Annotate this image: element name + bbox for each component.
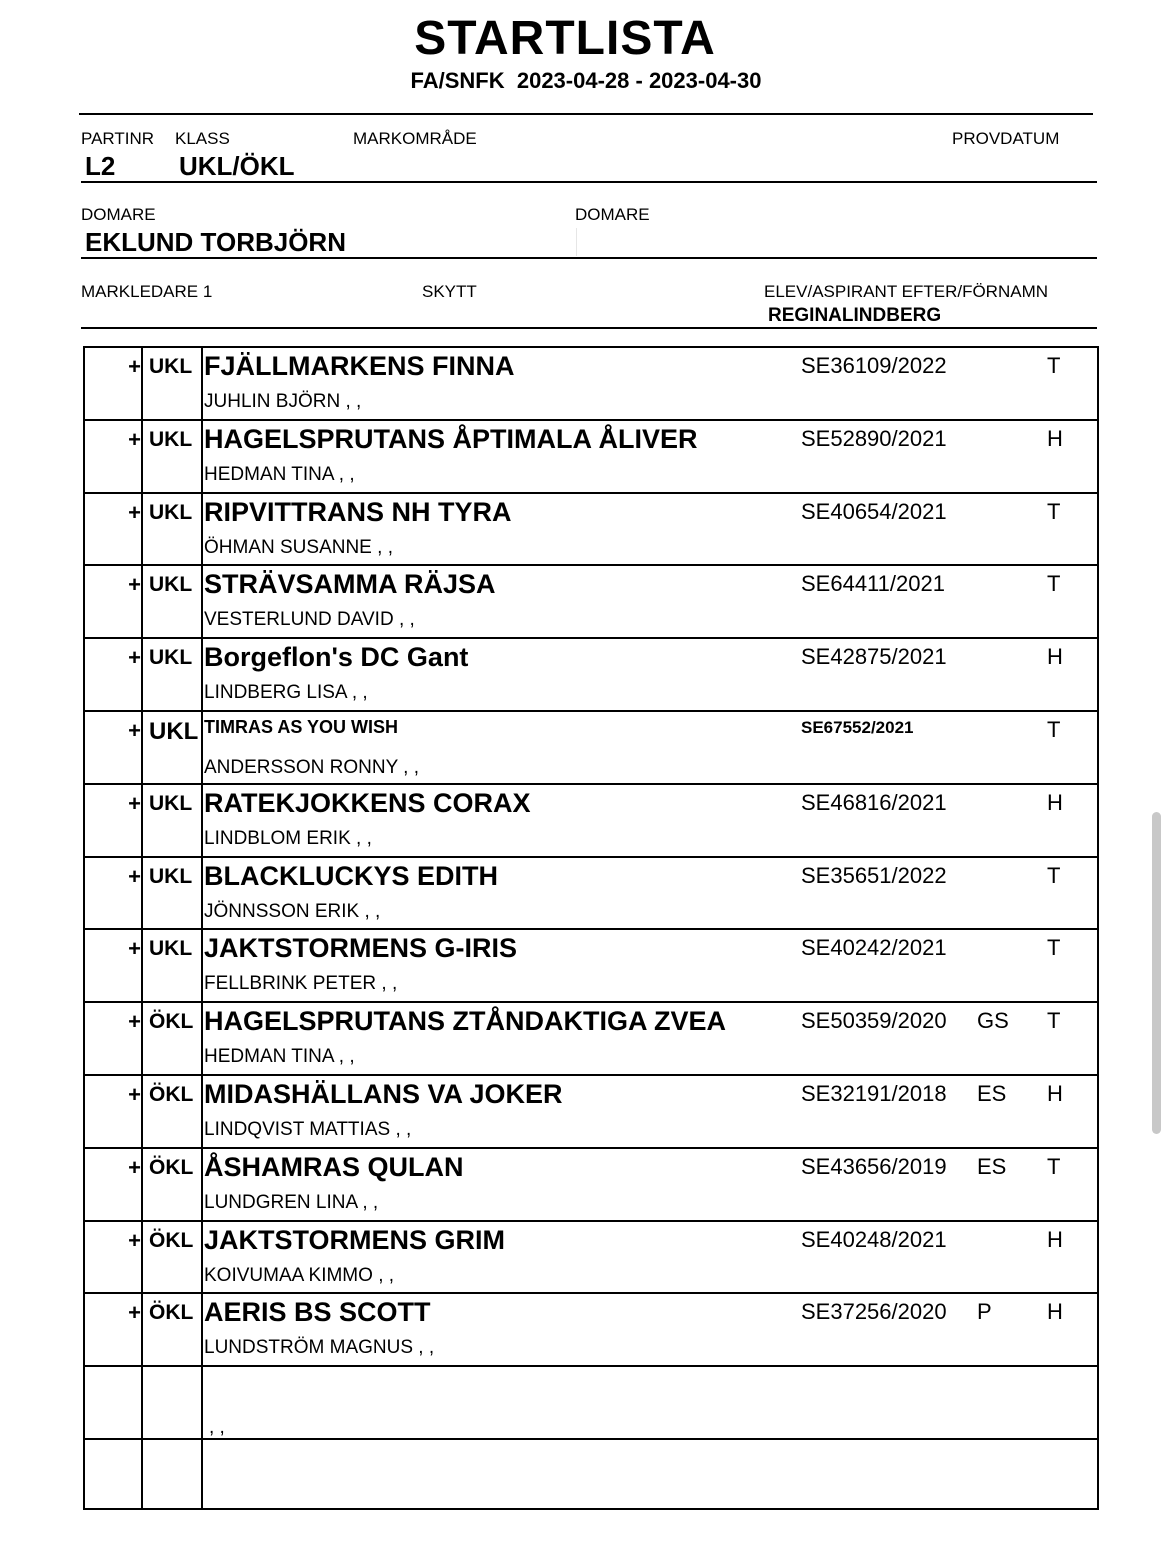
- owner-name: HEDMAN TINA , ,: [204, 1046, 355, 1068]
- dog-sex: H: [1047, 1081, 1063, 1106]
- dog-name: JAKTSTORMENS GRIM: [204, 1224, 506, 1255]
- page-title: STARTLISTA: [414, 12, 716, 65]
- registration-number: SE37256/2020: [801, 1299, 947, 1325]
- registration-number: SE43656/2019: [801, 1153, 947, 1179]
- entry-class: UKL: [149, 937, 193, 961]
- entry-mark: +: [128, 718, 141, 743]
- merit-code: P: [977, 1299, 992, 1325]
- entry-mark: +: [128, 1154, 141, 1180]
- entry-class: UKL: [149, 500, 193, 524]
- domare2-label: DOMARE: [575, 205, 650, 224]
- entry-class: UKL: [149, 718, 199, 745]
- dog-name: AERIS BS SCOTT: [204, 1297, 431, 1328]
- divider: [81, 327, 1097, 329]
- table-row: [85, 785, 1097, 858]
- dog-name: RATEKJOKKENS CORAX: [204, 787, 531, 818]
- registration-number: SE42875/2021: [801, 644, 947, 670]
- markomrade-label: MARKOMRÅDE: [353, 129, 477, 148]
- dog-sex: H: [1047, 425, 1063, 451]
- owner-name: LINDBLOM ERIK , ,: [204, 827, 372, 849]
- registration-number: SE50359/2020: [801, 1008, 947, 1034]
- divider: [81, 257, 1097, 259]
- field-separator: [576, 228, 577, 256]
- owner-name: JUHLIN BJÖRN , ,: [204, 391, 362, 412]
- partinr-value: L2: [85, 151, 116, 181]
- registration-number: SE40248/2021: [801, 1226, 947, 1252]
- owner-name: JÖNNSSON ERIK , ,: [204, 900, 381, 922]
- merit-code: ES: [977, 1081, 1007, 1106]
- table-row: [85, 639, 1097, 712]
- table-row: [85, 494, 1097, 567]
- owner-name: LUNDSTRÖM MAGNUS , ,: [204, 1337, 435, 1359]
- dog-sex: T: [1047, 1008, 1061, 1034]
- provdatum-label: PROVDATUM: [952, 129, 1060, 148]
- skytt-label: SKYTT: [422, 282, 477, 301]
- entry-mark: +: [128, 572, 141, 598]
- dog-sex: T: [1047, 862, 1061, 888]
- dog-sex: H: [1047, 1299, 1063, 1325]
- owner-name: LUNDGREN LINA , ,: [204, 1191, 379, 1213]
- registration-number: SE64411/2021: [801, 571, 945, 597]
- dog-name: HAGELSPRUTANS ZTÅNDAKTIGA ZVEA: [204, 1006, 726, 1037]
- entry-mark: +: [128, 1082, 141, 1107]
- dog-name: Borgeflon's DC Gant: [204, 642, 469, 673]
- entry-mark: +: [128, 645, 141, 671]
- entry-class: ÖKL: [149, 1301, 194, 1325]
- entry-class: ÖKL: [149, 1155, 194, 1179]
- domare1-value: EKLUND TORBJÖRN: [85, 227, 346, 257]
- dog-sex: T: [1047, 935, 1061, 961]
- page-subtitle: FA/SNFK 2023-04-28 - 2023-04-30: [410, 68, 762, 93]
- entry-mark: +: [128, 936, 141, 962]
- table-row: [85, 930, 1097, 1003]
- dog-name: FJÄLLMARKENS FINNA: [204, 351, 515, 381]
- partinr-label: PARTINR: [81, 129, 155, 148]
- table-row: [85, 566, 1097, 639]
- table-row: [85, 712, 1097, 785]
- entry-mark: +: [128, 863, 141, 889]
- entry-mark: +: [128, 354, 141, 379]
- owner-name: LINDQVIST MATTIAS , ,: [204, 1119, 412, 1140]
- dog-name: STRÄVSAMMA RÄJSA: [204, 569, 496, 600]
- entry-class: ÖKL: [149, 1010, 194, 1034]
- owner-name: , ,: [209, 1417, 225, 1439]
- entry-class: ÖKL: [149, 1083, 194, 1106]
- registration-number: SE36109/2022: [801, 353, 947, 378]
- owner-name: ÖHMAN SUSANNE , ,: [204, 536, 393, 558]
- dog-sex: H: [1047, 644, 1063, 670]
- owner-name: ANDERSSON RONNY , ,: [204, 757, 420, 778]
- dog-name: HAGELSPRUTANS ÅPTIMALA ÅLIVER: [204, 423, 698, 454]
- table-row: [85, 348, 1097, 421]
- entry-class: UKL: [149, 427, 193, 451]
- divider: [79, 113, 1093, 115]
- entry-mark: +: [128, 1009, 141, 1035]
- divider: [81, 181, 1097, 183]
- table-row: [85, 858, 1097, 931]
- registration-number: SE32191/2018: [801, 1081, 947, 1106]
- vertical-scrollbar[interactable]: [1152, 812, 1161, 1134]
- elev-label: ELEV/ASPIRANT EFTER/FÖRNAMN: [764, 282, 1049, 301]
- registration-number: SE40654/2021: [801, 498, 947, 524]
- entry-mark: +: [128, 1227, 141, 1253]
- owner-name: VESTERLUND DAVID , ,: [204, 609, 415, 631]
- entry-mark: +: [128, 499, 141, 525]
- dog-name: ÅSHAMRAS QULAN: [204, 1151, 464, 1182]
- table-row: [85, 1149, 1097, 1222]
- dog-sex: T: [1047, 717, 1061, 742]
- start-list-table: [83, 346, 1099, 1510]
- dog-sex: T: [1047, 1153, 1061, 1179]
- entry-mark: +: [128, 426, 141, 452]
- dog-sex: H: [1047, 1226, 1063, 1252]
- klass-label: KLASS: [175, 129, 230, 148]
- table-row: [85, 1222, 1097, 1295]
- entry-mark: +: [128, 790, 141, 816]
- owner-name: HEDMAN TINA , ,: [204, 463, 355, 485]
- dog-name: TIMRAS AS YOU WISH: [204, 717, 399, 737]
- owner-name: LINDBERG LISA , ,: [204, 682, 368, 704]
- elev-value: REGINALINDBERG: [768, 305, 942, 326]
- dog-sex: H: [1047, 789, 1063, 815]
- merit-code: GS: [977, 1008, 1009, 1034]
- entry-mark: +: [128, 1300, 141, 1326]
- dog-name: BLACKLUCKYS EDITH: [204, 860, 498, 891]
- dog-name: JAKTSTORMENS G-IRIS: [204, 933, 518, 964]
- owner-name: KOIVUMAA KIMMO , ,: [204, 1264, 395, 1286]
- table-row: [85, 1076, 1097, 1149]
- entry-class: UKL: [149, 573, 193, 597]
- domare1-label: DOMARE: [81, 205, 156, 224]
- registration-number: SE46816/2021: [801, 789, 947, 815]
- registration-number: SE40242/2021: [801, 935, 947, 961]
- owner-name: FELLBRINK PETER , ,: [204, 973, 398, 995]
- table-row: [85, 1367, 1097, 1440]
- table-row: [85, 421, 1097, 494]
- registration-number: SE67552/2021: [801, 718, 914, 737]
- entry-class: UKL: [149, 791, 193, 815]
- registration-number: SE52890/2021: [801, 425, 947, 451]
- dog-sex: T: [1047, 571, 1061, 597]
- entry-class: UKL: [149, 355, 193, 378]
- markledare-label: MARKLEDARE 1: [81, 282, 213, 301]
- klass-value: UKL/ÖKL: [179, 151, 295, 181]
- registration-number: SE35651/2022: [801, 862, 947, 888]
- entry-class: ÖKL: [149, 1228, 194, 1252]
- dog-sex: T: [1047, 353, 1061, 378]
- dog-name: MIDASHÄLLANS VA JOKER: [204, 1079, 563, 1109]
- entry-class: UKL: [149, 646, 193, 670]
- dog-sex: T: [1047, 498, 1061, 524]
- merit-code: ES: [977, 1153, 1007, 1179]
- dog-name: RIPVITTRANS NH TYRA: [204, 496, 512, 527]
- table-row: [85, 1294, 1097, 1367]
- table-row: [85, 1440, 1097, 1513]
- table-row: [85, 1003, 1097, 1076]
- entry-class: UKL: [149, 864, 193, 888]
